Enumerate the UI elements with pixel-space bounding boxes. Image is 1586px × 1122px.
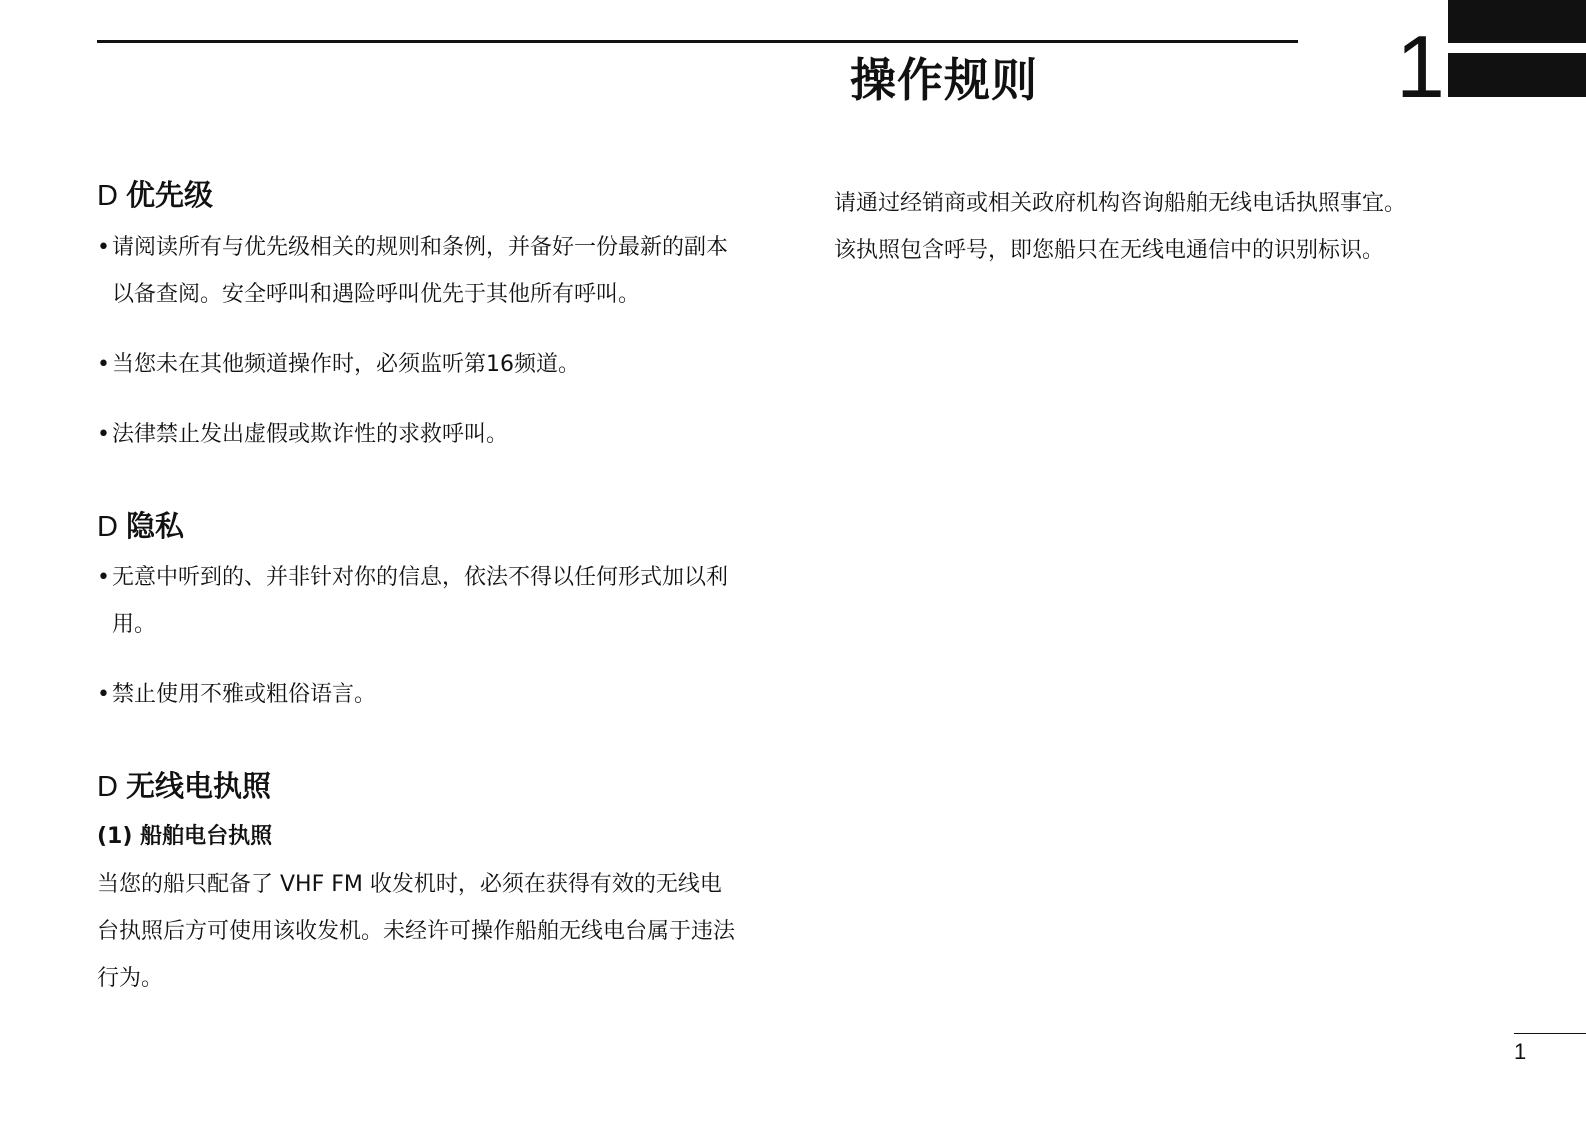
chapter-tab-bottom <box>1448 53 1586 97</box>
section-marker: D <box>97 511 118 543</box>
subsection-heading: (1) 船舶电台执照 <box>97 824 273 849</box>
list-item-text: 无意中听到的、并非针对你的信息，依法不得以任何形式加以利用。 <box>112 565 729 637</box>
list-item-text: 禁止使用不雅或粗俗语言。 <box>112 682 377 707</box>
section-heading-privacy <box>97 508 184 545</box>
bullet-icon: • <box>97 235 110 260</box>
bullet-icon: • <box>97 422 110 447</box>
section-heading-license <box>97 768 271 805</box>
bullet-icon: • <box>97 352 110 377</box>
list-item-text: 当您未在其他频道操作时，必须监听第16频道。 <box>112 352 580 377</box>
page-title: 操作规则 <box>850 53 1038 107</box>
list-item <box>97 224 747 318</box>
header-rule <box>97 40 1298 43</box>
list-item-text: 请阅读所有与优先级相关的规则和条例，并备好一份最新的副本以备查阅。安全呼叫和遇险呼叫优先于其他所有呼叫。 <box>112 235 729 307</box>
section-title: 隐私 <box>125 509 184 543</box>
list-item <box>97 671 747 718</box>
body-line: 该执照包含呼号，即您船只在无线电通信中的识别标识。 <box>834 238 1385 263</box>
footer-rule <box>1514 1033 1586 1034</box>
section-title: 优先级 <box>125 178 213 212</box>
page-number: 1 <box>1514 1039 1527 1064</box>
section-title: 无线电执照 <box>125 769 271 803</box>
list-item <box>97 341 747 388</box>
list-item-text: 法律禁止发出虚假或欺诈性的求救呼叫。 <box>112 422 509 447</box>
chapter-tab-top <box>1448 0 1586 43</box>
list-item <box>97 554 747 648</box>
bullet-icon: • <box>97 565 110 590</box>
section-marker: D <box>97 180 118 212</box>
list-item <box>97 411 747 458</box>
body-paragraph: 当您的船只配备了 VHF FM 收发机时，必须在获得有效的无线电台执照后方可使用该收发机。未经许可操作船舶无线电台属于违法行为。 <box>97 872 736 991</box>
chapter-number: 1 <box>1396 17 1445 116</box>
right-column <box>834 180 1534 274</box>
section-heading-priority <box>97 177 213 214</box>
section-marker: D <box>97 771 118 803</box>
bullet-icon: • <box>97 682 110 707</box>
body-line: 请通过经销商或相关政府机构咨询船舶无线电话执照事宜。 <box>834 191 1407 216</box>
